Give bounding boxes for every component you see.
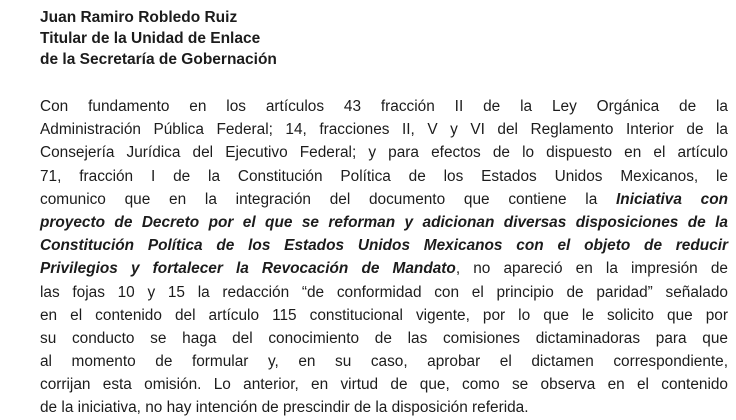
addressee-office: de la Secretaría de Gobernación	[40, 51, 277, 68]
body-line: 71, fracción I de la Constitución Política de los Estados Unidos Mexicanos, le	[40, 167, 728, 185]
body-line: corrijan esta omisión. Lo anterior, en virtud de que, como se observa en el contenido	[40, 376, 728, 394]
body-line: las fojas 10 y 15 la redacción “de conformidad con el principio de paridad” señalado	[40, 283, 728, 301]
addressee-block	[40, 7, 277, 70]
body-line: Privilegios y fortalecer la Revocación de Mandato, no apareció en la impresión de	[40, 260, 728, 278]
addressee-title: Titular de la Unidad de Enlace	[40, 30, 261, 47]
body-line: de la iniciativa, no hay intención de prescindir de la disposición referida.	[40, 399, 529, 417]
body-line: al momento de formular y, en su caso, aprobar el dictamen correspondiente,	[40, 353, 728, 371]
body-line: su conducto se haga del conocimiento de las comisiones dictaminadoras para que	[40, 329, 728, 347]
initiative-title-start: Iniciativa con	[616, 190, 728, 208]
initiative-title-line: proyecto de Decreto por el que se reforman y adicionan diversas disposiciones de la	[40, 213, 728, 231]
body-line: Administración Pública Federal; 14, fracciones II, V y VI del Reglamento Interior de la	[40, 121, 728, 139]
body-line: en el contenido del artículo 115 constitucional vigente, por lo que le solicito que por	[40, 306, 728, 324]
body-line: comunico que en la integración del documento que contiene la Iniciativa con	[40, 190, 728, 208]
letter-body	[40, 95, 728, 420]
addressee-name: Juan Ramiro Robledo Ruiz	[40, 9, 238, 26]
initiative-title-line: Constitución Política de los Estados Unidos Mexicanos con el objeto de reducir	[40, 237, 728, 255]
initiative-title-end: Privilegios y fortalecer la Revocación de Mandato	[40, 260, 456, 278]
body-line: Con fundamento en los artículos 43 fracción II de la Ley Orgánica de la	[40, 98, 728, 115]
body-line: Consejería Jurídica del Ejecutivo Federal; y para efectos de lo dispuesto en el artículo	[40, 144, 728, 162]
